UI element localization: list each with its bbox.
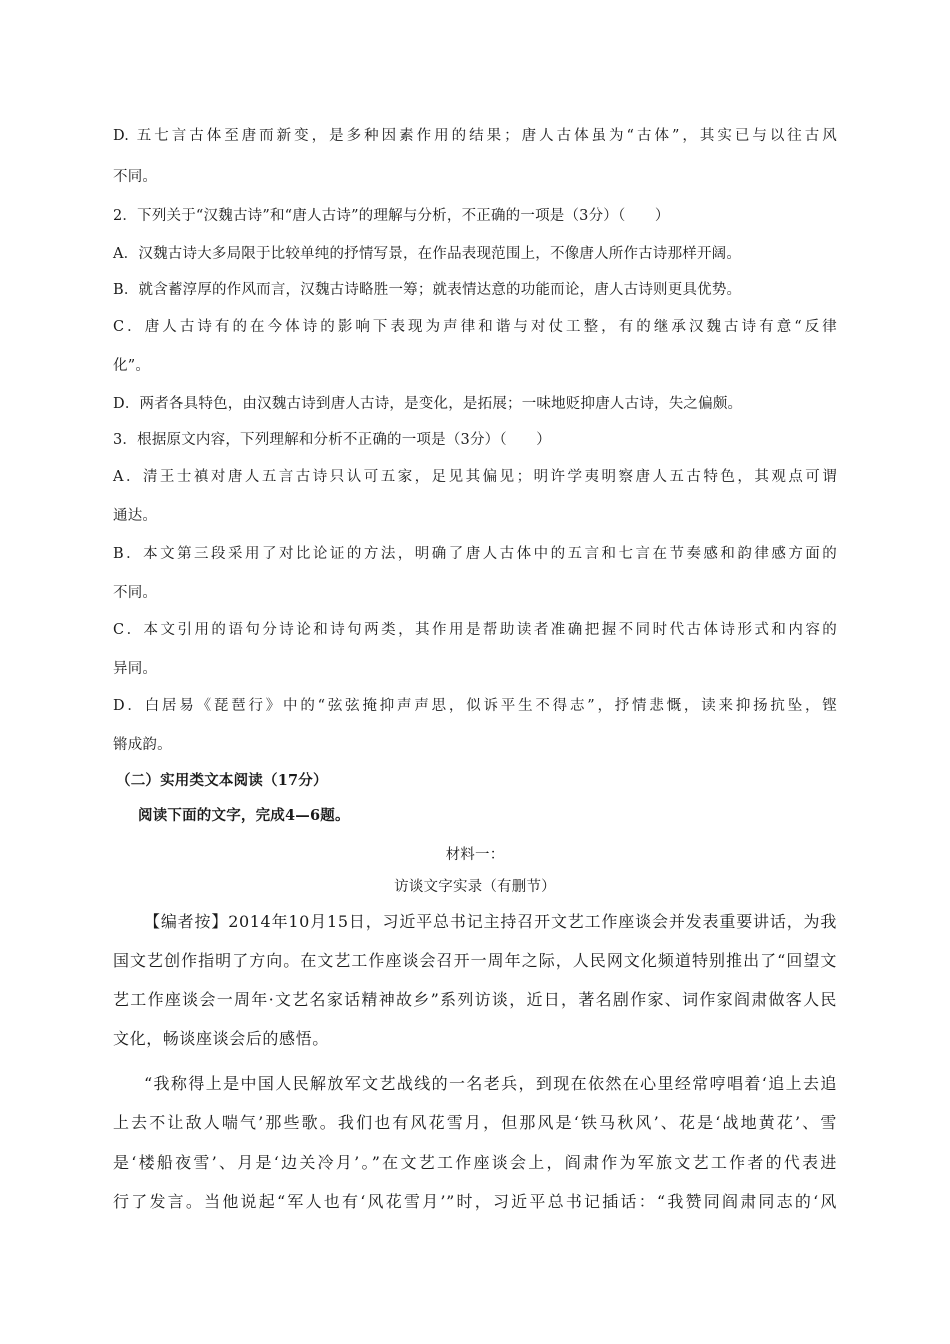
q3-option-d-line2: 锵成韵。 xyxy=(113,737,172,753)
q3-option-d-line1: D．白居易《琵琶行》中的“弦弦掩抑声声思，似诉平生不得志”，抒情悲慨，读来抑扬抗坠，铿 xyxy=(113,698,837,714)
paragraph2-line2: 上去不让敌人喘气’那些歌。我们也有风花雪月，但那风是‘铁马秋风’、花是‘战地黄花’、雪 xyxy=(113,1113,837,1132)
q2-option-d: D．两者各具特色，由汉魏古诗到唐人古诗，是变化，是拓展；一味地贬抑唐人古诗，失之偏颇。 xyxy=(113,396,743,412)
q3-option-b-line1: B．本文第三段采用了对比论证的方法，明确了唐人古体中的五言和七言在节奏感和韵律感方面的 xyxy=(113,546,837,562)
q3-option-a-line1: A．清王士禛对唐人五言古诗只认可五家，足见其偏见；明许学夷明察唐人五古特色，其观点可谓 xyxy=(113,469,837,485)
q3-option-b-line2: 不同。 xyxy=(113,585,158,601)
section-heading: （二）实用类文本阅读（17分） xyxy=(116,772,328,789)
editor-note-line3: 艺工作座谈会一周年·文艺名家话精神故乡”系列访谈，近日，著名剧作家、词作家阎肃做客人民 xyxy=(113,990,837,1009)
q3-option-c-line2: 异同。 xyxy=(113,661,158,677)
editor-note-line4: 文化，畅谈座谈会后的感悟。 xyxy=(113,1029,329,1048)
q1-option-d-line2: 不同。 xyxy=(113,169,158,185)
q2-option-b: B．就含蓄淳厚的作风而言，汉魏古诗略胜一筹；就表情达意的功能而论，唐人古诗则更具优势。 xyxy=(113,282,742,298)
q3-stem: 3．根据原文内容，下列理解和分析不正确的一项是（3分）（ ） xyxy=(113,432,551,448)
q3-option-a-line2: 通达。 xyxy=(113,508,158,524)
q2-option-c-line2: 化”。 xyxy=(113,358,151,374)
material-label: 材料一： xyxy=(445,847,505,863)
paragraph2-line1: “我称得上是中国人民解放军文艺战线的一名老兵，到现在依然在心里经常哼唱着‘追上去追 xyxy=(144,1074,837,1093)
q2-option-c-line1: C．唐人古诗有的在今体诗的影响下表现为声律和谐与对仗工整，有的继承汉魏古诗有意“反律 xyxy=(113,319,837,335)
paragraph2-line3: 是‘楼船夜雪’、月是‘边关冷月’。”在文艺工作座谈会上，阎肃作为军旅文艺工作者的代表进 xyxy=(113,1153,837,1172)
editor-note-line2: 国文艺创作指明了方向。在文艺工作座谈会召开一周年之际，人民网文化频道特别推出了“回望文 xyxy=(113,951,837,970)
q2-option-a: A．汉魏古诗大多局限于比较单纯的抒情写景，在作品表现范围上，不像唐人所作古诗那样开阔。 xyxy=(113,246,742,262)
q2-stem: 2．下列关于“汉魏古诗”和“唐人古诗”的理解与分析，不正确的一项是（3分）（ ） xyxy=(113,208,670,224)
section-instruction: 阅读下面的文字，完成4—6题。 xyxy=(138,807,350,824)
q1-option-d-line1: D. 五七言古体至唐而新变，是多种因素作用的结果；唐人古体虽为“古体”，其实已与以往古风 xyxy=(113,128,837,144)
q3-option-c-line1: C．本文引用的语句分诗论和诗句两类，其作用是帮助读者准确把握不同时代古体诗形式和内容的 xyxy=(113,622,837,638)
editor-note-line1: 【编者按】2014年10月15日，习近平总书记主持召开文艺工作座谈会并发表重要讲话，为我 xyxy=(144,912,837,931)
material-title: 访谈文字实录（有删节） xyxy=(394,879,556,895)
paragraph2-line4: 行了发言。当他说起“军人也有‘风花雪月’”时，习近平总书记插话：“我赞同阎肃同志的‘风 xyxy=(113,1192,837,1211)
